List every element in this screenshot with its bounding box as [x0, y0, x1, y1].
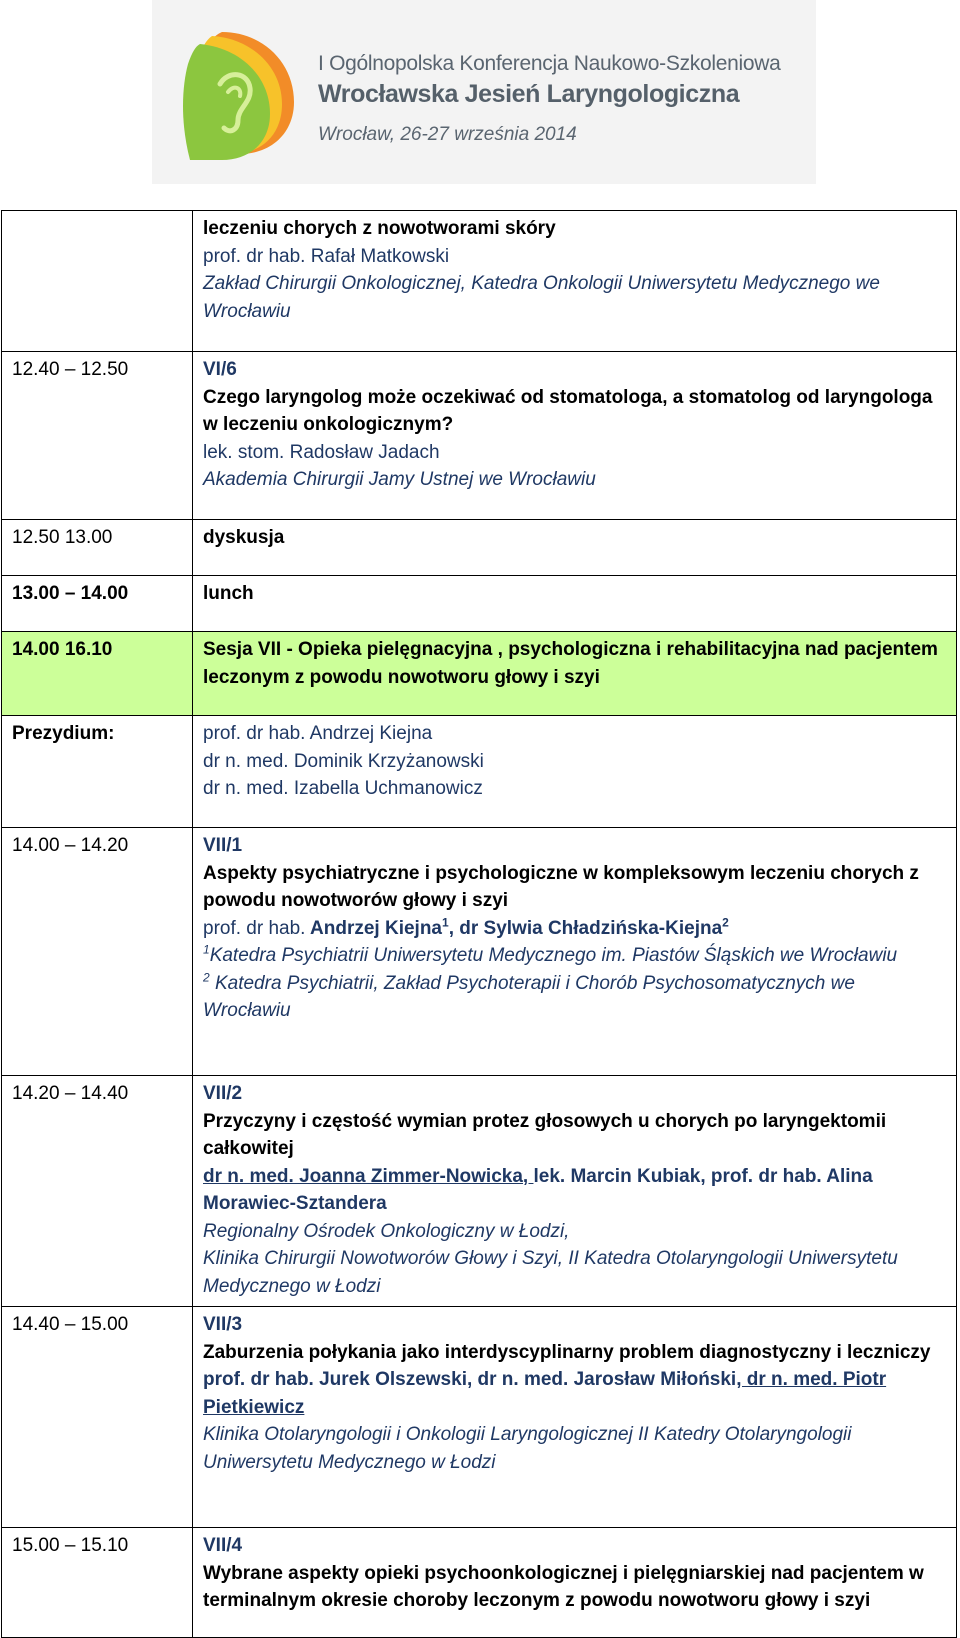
- content-cell: [193, 828, 957, 1076]
- lecture-authors: [203, 439, 946, 467]
- lecture-title: Aspekty psychiatryczne i psychologiczne w kompleksowym leczeniu chorych z powodu nowotworów głowy i szyi: [203, 862, 919, 911]
- time-cell: [2, 211, 193, 352]
- presidium-list: [193, 716, 957, 828]
- time-cell: 15.00 – 15.10: [2, 1528, 193, 1638]
- break-label: lunch: [193, 576, 957, 632]
- content-cell: [193, 1076, 957, 1307]
- presidium-member: dr n. med. Izabella Uchmanowicz: [203, 778, 483, 799]
- author-name: Andrzej Kiejna: [305, 917, 442, 939]
- time-cell: 12.40 – 12.50: [2, 352, 193, 520]
- lecture-authors: [203, 243, 946, 271]
- lecture-code: VII/2: [203, 1083, 243, 1104]
- lecture-title: leczeniu chorych z nowotworami skóry: [203, 218, 556, 239]
- author-name: Radosław Jadach: [284, 441, 440, 463]
- author-link[interactable]: , dr n. med. Piotr Pietkiewicz: [203, 1369, 887, 1418]
- lecture-title: Przyczyny i częstość wymian protez głosowych u chorych po laryngektomii całkowitej: [203, 1110, 887, 1159]
- lecture-authors: [203, 915, 946, 943]
- author-name: Marcin Kubiak, prof. dr hab.: [565, 1165, 822, 1187]
- lecture-title: Wybrane aspekty opieki psychoonkologicznej i pielęgniarskiej nad pacjentem w terminalnym okresie choroby leczonym z powodu nowotworu głowy i szyi: [203, 1562, 924, 1611]
- table-row: [2, 828, 957, 1076]
- affiliation-superscript: 1: [203, 942, 210, 957]
- time-cell: 14.20 – 14.40: [2, 1076, 193, 1307]
- author-link[interactable]: dr n. med. Joanna Zimmer-Nowicka,: [203, 1165, 534, 1187]
- lecture-affiliation: [203, 942, 946, 970]
- content-cell: [193, 211, 957, 352]
- content-cell: [193, 352, 957, 520]
- author-name: Alina Morawiec-Sztandera: [203, 1165, 873, 1214]
- lecture-code: VI/6: [203, 359, 237, 380]
- time-cell: 14.00 16.10: [2, 632, 193, 716]
- lecture-code: VII/1: [203, 835, 243, 856]
- lecture-title: Czego laryngolog może oczekiwać od stomatologa, a stomatolog od laryngologa w leczeniu onkologicznym?: [203, 386, 933, 435]
- header-title: Wrocławska Jesień Laryngologiczna: [318, 80, 740, 108]
- table-row: [2, 520, 957, 576]
- author-name: prof. dr hab. Jurek Olszewski, dr n. med. Jarosław Miłoński: [203, 1369, 737, 1390]
- time-cell: 13.00 – 14.00: [2, 576, 193, 632]
- program-table: [1, 210, 957, 1638]
- conference-header: [152, 0, 816, 184]
- content-cell: [193, 1307, 957, 1528]
- table-row: [2, 211, 957, 352]
- lecture-affiliation: Zakład Chirurgii Onkologicznej, Katedra Onkologii Uniwersytetu Medycznego we Wrocławiu: [203, 273, 880, 322]
- lecture-authors: [203, 1366, 946, 1421]
- lecture-affiliation: Klinika Chirurgii Nowotworów Głowy i Szyi, II Katedra Otolaryngologii Uniwersytetu Medycznego w Łodzi: [203, 1248, 898, 1297]
- lecture-code: VII/4: [203, 1535, 243, 1556]
- affiliation-superscript: 2: [203, 970, 210, 985]
- lecture-affiliation: Regionalny Ośrodek Onkologiczny w Łodzi,: [203, 1220, 570, 1242]
- presidium-member: dr n. med. Dominik Krzyżanowski: [203, 750, 484, 772]
- author-superscript: 1: [442, 915, 449, 930]
- table-row: [2, 716, 957, 828]
- presidium-label: Prezydium:: [2, 716, 193, 828]
- lecture-affiliation: Akademia Chirurgii Jamy Ustnej we Wrocławiu: [203, 469, 596, 490]
- session-title: Sesja VII - Opieka pielęgnacyjna , psychologiczna i rehabilitacyjna nad pacjentem leczonym z powodu nowotworu głowy i szyi: [193, 632, 957, 716]
- time-cell: 12.50 13.00: [2, 520, 193, 576]
- lecture-affiliation: [203, 970, 946, 1025]
- author-name: Rafał Matkowski: [305, 245, 450, 267]
- author-title: prof. dr hab.: [203, 245, 306, 267]
- presidium-member: prof. dr hab. Andrzej Kiejna: [203, 723, 433, 744]
- table-row: [2, 352, 957, 520]
- table-row: [2, 1076, 957, 1307]
- table-row: [2, 1307, 957, 1528]
- author-title: prof. dr hab.: [203, 917, 306, 939]
- author-title: lek. stom.: [203, 441, 285, 463]
- lecture-code: VII/3: [203, 1314, 243, 1335]
- affiliation-text: Katedra Psychiatrii, Zakład Psychoterapii i Chorób Psychosomatycznych we Wrocławiu: [203, 972, 855, 1021]
- header-date-place: Wrocław, 26-27 września 2014: [318, 124, 577, 145]
- conference-logo: [182, 22, 302, 162]
- affiliation-text: Katedra Psychiatrii Uniwersytetu Medycznego im. Piastów Śląskich we Wrocławiu: [209, 945, 898, 966]
- time-cell: 14.40 – 15.00: [2, 1307, 193, 1528]
- table-row: [2, 1528, 957, 1638]
- author-title: lek.: [533, 1165, 566, 1187]
- table-row: [2, 576, 957, 632]
- content-cell: [193, 1528, 957, 1638]
- time-cell: 14.00 – 14.20: [2, 828, 193, 1076]
- session-row: [2, 632, 957, 716]
- break-label: dyskusja: [193, 520, 957, 576]
- header-subtitle: I Ogólnopolska Konferencja Naukowo-Szkoleniowa: [318, 52, 781, 75]
- lecture-title: Zaburzenia połykania jako interdyscyplinarny problem diagnostyczny i leczniczy: [203, 1341, 931, 1363]
- author-superscript: 2: [722, 915, 729, 930]
- lecture-affiliation: Klinika Otolaryngologii i Onkologii Laryngologicznej II Katedry Otolaryngologii Uniwersytetu Medycznego w Łodzi: [203, 1424, 852, 1473]
- lecture-authors: [203, 1163, 946, 1218]
- author-name: , dr Sylwia Chładzińska-Kiejna: [448, 917, 723, 939]
